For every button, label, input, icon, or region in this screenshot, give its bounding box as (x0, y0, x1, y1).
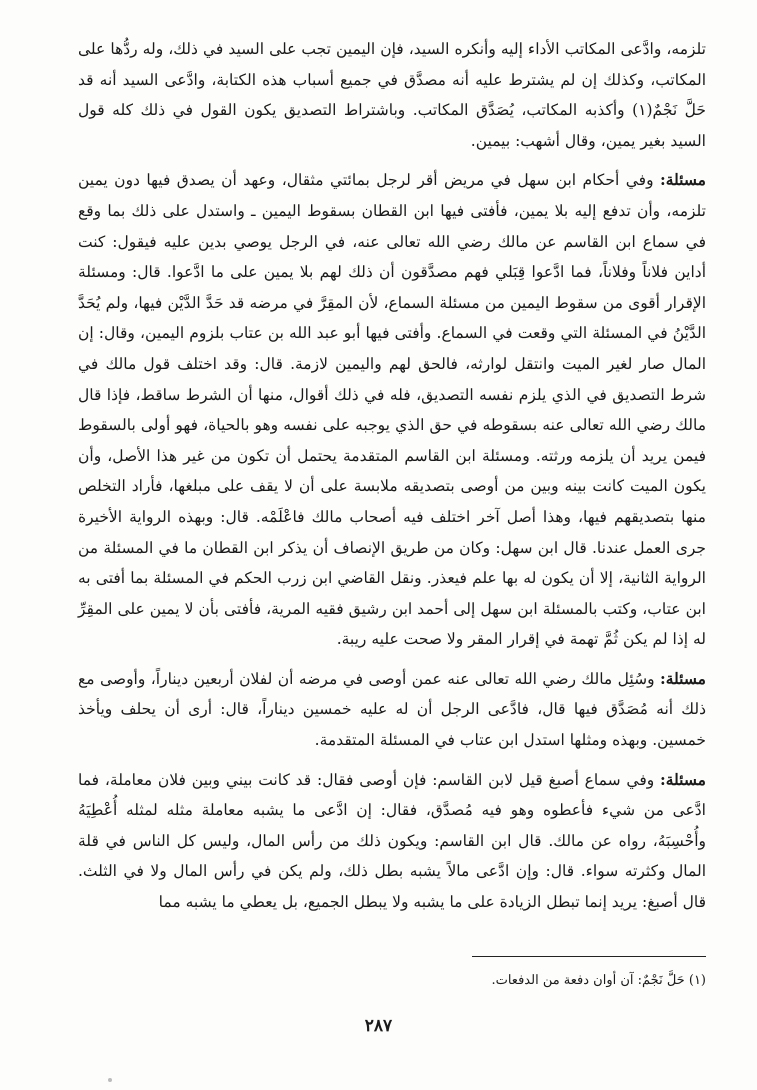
paragraph-text: وفي أحكام ابن سهل في مريض أقر لرجل بمائتي مثقال، وعهد أن يصدق فيها دون يمين تلزمه، وأن تدفع إليه بلا يمين، فأفتى فيها ابن القطان بسقوط اليمين ـ واستدل على ذلك بما وقع في سماع ابن القاسم عن مالك رضي الله تعالى عنه، في الرجل يوصي بدين عليه فيقول: كنت أداين فلاناً وفلاناً، فما ادَّعوا قِبَلي فهم مصدَّقون أن ذلك لهم بلا يمين على ما ادَّعوا. قال: ومسئلة الإقرار أقوى من سقوط اليمين من مسئلة السماع، لأن المقِرَّ في مرضه قد حَدَّ الدَّيْن فيها، ولم يُحَدَّ الدَّيْنُ في المسئلة التي وقعت في السماع. وأفتى فيها أبو عبد الله بن عتاب بلزوم اليمين، وقال: إن المال صار لغير الميت وانتقل لوارثه، فالحق لهم واليمين لازمة. قال: وقد اختلف قول مالك في شرط التصديق في الذي يلزم نفسه التصديق، فله في ذلك أقوال، منها أن الشرط ساقط، فإذا قال مالك رضي الله تعالى عنه بسقوطه في حق الذي يوجبه على نفسه وهو بالحياة، فهو أولى بالسقوط فيمن يريد أن يلزمه ورثته. ومسئلة ابن القاسم المتقدمة يحتمل أن تكون من غير هذا الأصل، وأن يكون الميت كانت بينه وبين من أوصى بتصديقه ملابسة على أن لا يقف على مبلغها، فأراد التخلص منها بتصديقهم فيها، وهذا أصل آخر اختلف فيه أصحاب مالك فاعْلَمْه. قال: وبهذه الرواية الأخيرة جرى العمل عندنا. قال ابن سهل: وكان من طريق الإنصاف أن يذكر ابن القطان ما في المسئلة من الرواية الثانية، إلا أن يكون له بها علم فيعذر. ونقل القاضي ابن زرب الحكم في المسئلة بما أفتى به ابن عتاب، وكتب بالمسئلة ابن سهل إلى أحمد ابن رشيق فقيه المرية، فأفتى بأن لا يمين على المقِرِّ له إذا لم يكن ثُمَّ تهمة في إقرار المقر ولا صحت عليه ريبة. (78, 171, 707, 649)
paragraph (78, 34, 706, 156)
footnote-divider (472, 956, 706, 957)
paragraph-text: تلزمه، وادَّعى المكاتب الأداء إليه وأنكره السيد، فإن اليمين تجب على السيد في ذلك، وله ردُّها على المكاتب، وكذلك إن لم يشترط عليه أنه مصدَّق في جميع أسباب هذه الكتابة، وادَّعى السيد أنه قد حَلَّ نَجْمٌ(١) وأكذبه المكاتب، يُصَدَّق المكاتب. وباشتراط التصديق يكون القول في ذلك كله قول السيد بغير يمين، وقال أشهب: بيمين. (78, 40, 706, 150)
paragraph-text: وفي سماع أصبغ قيل لابن القاسم: فإن أوصى فقال: قد كانت بيني وبين فلان معاملة، فما ادَّعى من شيء فأعطوه وهو فيه مُصدَّق، فقال: إن ادَّعى ما يشبه معاملة مثله لمثله أُعْطِيَهُ وأُحْسِبَهُ، رواه عن مالك. قال ابن القاسم: ويكون ذلك من رأس المال، وليس كل الناس في قلة المال وكثرته سواء. قال: وإن ادَّعى مالاً يشبه بطل ذلك، ولم يكن في رأس المال ولا في الثلث. قال أصبغ: يريد إنما تبطل الزيادة على ما يشبه ولا يبطل الجميع، بل يعطي ما يشبه مما (78, 770, 706, 912)
paragraph (78, 765, 706, 918)
section-heading: مسئلة: (660, 170, 706, 190)
footnote-text: حَلَّ نَجْمٌ: آن أوان دفعة من الدفعات. (491, 973, 685, 988)
section-heading: مسئلة: (660, 668, 706, 688)
footnote (300, 968, 706, 994)
page-number: ٢٨٧ (364, 1016, 393, 1036)
footnote-marker: (١) (688, 973, 706, 988)
scan-dot (108, 1078, 112, 1082)
paragraph (78, 165, 706, 655)
main-text (78, 34, 706, 927)
paragraph-text: وسُئِل مالك رضي الله تعالى عنه عمن أوصى في مرضه أن لفلان أربعين ديناراً، وأوصى مع ذلك أنه مُصَدَّق فيها قال، فادَّعى الرجل أن له عليه خمسين ديناراً، قال: أرى أن يحلف ويأخذ خمسين. وبهذه ومثلها استدل ابن عتاب في المسئلة المتقدمة. (78, 669, 706, 750)
paragraph (78, 664, 706, 756)
section-heading: مسئلة: (660, 769, 706, 789)
